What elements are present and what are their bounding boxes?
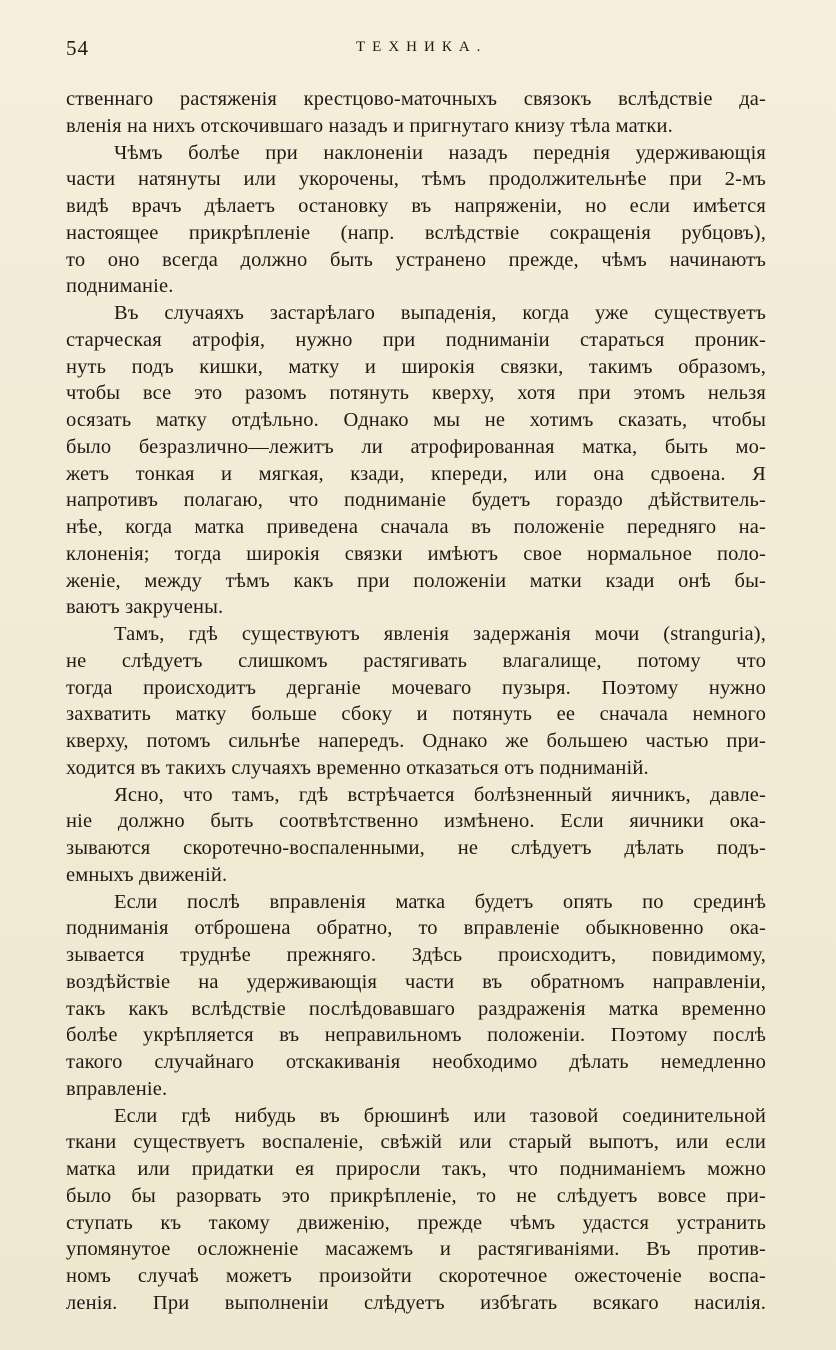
- text-line: Если послѣ вправленія матка будетъ опять по срединѣ: [114, 890, 766, 913]
- text-line: такъ какъ вслѣдствіе послѣдовавшаго раздраженія матка временно: [66, 997, 766, 1020]
- text-line: напротивъ полагаю, что подниманіе будетъ гораздо дѣйствитель-: [66, 489, 766, 512]
- page-number: 54: [66, 36, 89, 60]
- text-line: Въ случаяхъ застарѣлаго выпаденія, когда уже существуетъ: [114, 302, 766, 324]
- text-line: ственнаго растяженія крестцово-маточныхъ связокъ вслѣдствіе да-: [66, 88, 766, 110]
- text-line: зываются скоротечно-воспаленными, не слѣдуетъ дѣлать подъ-: [66, 837, 766, 859]
- text-line: части натянуты или укорочены, тѣмъ продолжительнѣе при 2-мъ: [66, 168, 766, 191]
- text-line: тогда происходитъ дерганіе мочеваго пузыря. Поэтому нужно: [66, 676, 766, 699]
- text-line: подниманіе.: [66, 275, 174, 298]
- text-line: было бы разорвать это прикрѣпленіе, то не слѣдуетъ вовсе при-: [66, 1184, 766, 1207]
- text-line: такого случайнаго отскакиванія необходимо дѣлать немедленно: [66, 1051, 766, 1073]
- text-line: старческая атрофія, нужно при подниманіи стараться проник-: [66, 328, 766, 351]
- text-line: вправленіе.: [66, 1077, 168, 1100]
- text-line: ніе должно быть соотвѣтственно измѣнено. Если яичники ока-: [66, 810, 766, 833]
- text-line: воздѣйствіе на удерживающія части въ обратномъ направленіи,: [66, 970, 766, 993]
- body-text: [66, 86, 766, 1317]
- text-line: женіе, между тѣмъ какъ при положеніи матки кзади онѣ бы-: [66, 569, 766, 592]
- text-line: ходится въ такихъ случаяхъ временно отказаться отъ подниманій.: [66, 756, 649, 779]
- text-line: клоненія; тогда широкія связки имѣютъ свое нормальное поло-: [66, 542, 766, 565]
- text-line: матка или придатки ея приросли такъ, что подниманіемъ можно: [66, 1158, 766, 1180]
- text-line: то оно всегда должно быть устранено прежде, чѣмъ начинаютъ: [66, 248, 766, 271]
- text-line: ленія. При выполненіи слѣдуетъ избѣгать всякаго насилія.: [66, 1291, 766, 1314]
- text-line: Если гдѣ нибудь въ брюшинѣ или тазовой соединительной: [114, 1104, 766, 1127]
- running-title: ТЕХНИКА.: [356, 39, 488, 55]
- text-line: болѣе укрѣпляется въ неправильномъ положеніи. Поэтому послѣ: [66, 1024, 766, 1047]
- text-line: не слѣдуетъ слишкомъ растягивать влагалище, потому что: [66, 649, 766, 672]
- text-line: Чѣмъ болѣе при наклоненіи назадъ переднія удерживающія: [114, 141, 766, 164]
- text-line: емныхъ движеній.: [66, 863, 228, 886]
- text-line: зывается труднѣе прежняго. Здѣсь происходитъ, повидимому,: [66, 944, 766, 966]
- text-line: чтобы все это разомъ потянуть кверху, хотя при этомъ нельзя: [66, 382, 766, 405]
- text-line: упомянутое осложненіе масажемъ и растягиваніями. Въ против-: [66, 1238, 766, 1261]
- text-line: кверху, потомъ сильнѣе напередъ. Однако же большею частью при-: [66, 730, 766, 752]
- text-line: нѣе, когда матка приведена сначала въ положеніе передняго на-: [66, 516, 766, 538]
- text-line: осязать матку отдѣльно. Однако мы не хотимъ сказать, чтобы: [66, 409, 766, 431]
- text-line: захватить матку больше сбоку и потянуть ее сначала немного: [66, 703, 766, 726]
- text-line: ступать къ такому движенію, прежде чѣмъ удастся устранить: [66, 1211, 766, 1234]
- text-line: подниманія отброшена обратно, то вправленіе обыкновенно ока-: [66, 917, 766, 940]
- text-line: нуть подъ кишки, матку и широкія связки, такимъ образомъ,: [66, 355, 766, 378]
- text-line: настоящее прикрѣпленіе (напр. вслѣдствіе сокращенія рубцовъ),: [66, 221, 766, 244]
- text-line: было безразлично—лежитъ ли атрофированная матка, быть мо-: [66, 435, 766, 458]
- text-line: вленія на нихъ отскочившаго назадъ и пригнутаго книзу тѣла матки.: [66, 114, 673, 137]
- text-line: Ясно, что тамъ, гдѣ встрѣчается болѣзненный яичникъ, давле-: [114, 783, 766, 806]
- text-line: номъ случаѣ можетъ произойти скоротечное ожесточеніе воспа-: [66, 1265, 766, 1287]
- text-line: Тамъ, гдѣ существуютъ явленія задержанія мочи (strangurіa),: [114, 623, 766, 645]
- text-line: жетъ тонкая и мягкая, кзади, кпереди, или она сдвоена. Я: [66, 462, 766, 485]
- text-line: видѣ врачъ дѣлаетъ остановку въ напряженіи, но если имѣется: [66, 195, 766, 217]
- text-line: ткани существуетъ воспаленіе, свѣжій или старый выпотъ, или если: [66, 1131, 766, 1154]
- text-line: ваютъ закручены.: [66, 596, 224, 619]
- page-header: [66, 36, 768, 66]
